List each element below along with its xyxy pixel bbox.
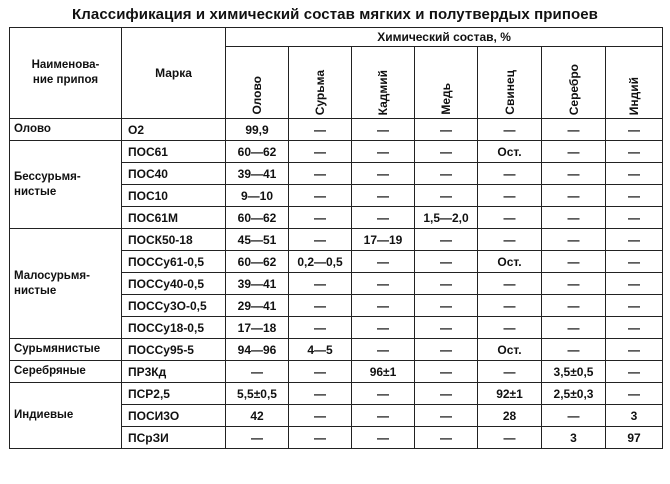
value-cell: — [606,163,663,185]
value-cell: — [415,119,478,141]
value-cell: — [542,163,606,185]
header-element [352,47,415,119]
mark-cell: ПОССу3О-0,5 [122,295,226,317]
group-name-cell: Серебряные [10,361,122,383]
header-element-label: Серебро [566,63,581,115]
value-cell: 39—41 [226,273,289,295]
header-element-label: Сурьма [313,69,327,115]
table-row [10,119,663,141]
value-cell: — [289,207,352,229]
header-element [289,47,352,119]
value-cell: — [606,141,663,163]
value-cell: — [289,185,352,207]
value-cell: 28 [478,405,542,427]
value-cell: — [415,405,478,427]
value-cell: — [542,207,606,229]
mark-cell: ПОССу18-0,5 [122,317,226,339]
header-element [606,47,663,119]
value-cell: 99,9 [226,119,289,141]
header-name [10,28,122,119]
group-name-cell: Бессурьмя- нистые [10,141,122,229]
value-cell: 3 [606,405,663,427]
value-cell: — [352,273,415,295]
value-cell: — [352,141,415,163]
value-cell: 2,5±0,3 [542,383,606,405]
value-cell: — [352,207,415,229]
value-cell: — [415,339,478,361]
value-cell: — [478,361,542,383]
value-cell: — [542,273,606,295]
value-cell: 9—10 [226,185,289,207]
value-cell: — [542,229,606,251]
header-element-label: Свинец [502,70,517,115]
value-cell: — [606,119,663,141]
value-cell: 97 [606,427,663,449]
mark-cell: ПОС10 [122,185,226,207]
header-element [226,47,289,119]
table-row [10,229,663,251]
mark-cell: ПР3Кд [122,361,226,383]
value-cell: 94—96 [226,339,289,361]
value-cell: — [542,317,606,339]
value-cell: Ост. [478,141,542,163]
value-cell: 60—62 [226,251,289,273]
table-row [10,361,663,383]
page-title: Классификация и химический состав мягких и полутвердых припоев [72,6,598,23]
value-cell: — [352,119,415,141]
value-cell: 3 [542,427,606,449]
value-cell: — [289,229,352,251]
value-cell: — [478,273,542,295]
value-cell: — [289,295,352,317]
value-cell: — [606,317,663,339]
value-cell: — [352,251,415,273]
header-name-label: Наименова- ние припоя [31,59,100,86]
value-cell: 3,5±0,5 [542,361,606,383]
value-cell: — [352,339,415,361]
mark-cell: ПОС61 [122,141,226,163]
value-cell: 92±1 [478,383,542,405]
value-cell: — [289,383,352,405]
value-cell: — [542,141,606,163]
value-cell: — [289,317,352,339]
mark-cell: ПСрЗИ [122,427,226,449]
mark-cell: О2 [122,119,226,141]
value-cell: — [415,185,478,207]
header-mark: Марка [122,28,226,119]
value-cell: — [606,295,663,317]
value-cell: — [478,207,542,229]
header-element [478,47,542,119]
value-cell: — [478,163,542,185]
value-cell: — [478,229,542,251]
mark-cell: ПОССу95-5 [122,339,226,361]
header-composition: Химический состав, % [226,28,663,47]
value-cell: — [415,317,478,339]
value-cell: 45—51 [226,229,289,251]
value-cell: — [289,361,352,383]
value-cell: — [542,339,606,361]
value-cell: — [352,427,415,449]
mark-cell: ПОС40 [122,163,226,185]
header-element-label: Индий [627,76,642,115]
value-cell: — [226,361,289,383]
value-cell: — [542,251,606,273]
value-cell: 17—19 [352,229,415,251]
value-cell: — [289,273,352,295]
header-element [415,47,478,119]
value-cell: 5,5±0,5 [226,383,289,405]
value-cell: — [352,383,415,405]
value-cell: — [415,295,478,317]
value-cell: — [352,185,415,207]
value-cell: — [606,361,663,383]
header-element-label: Медь [439,83,453,115]
mark-cell: ПОСИ3О [122,405,226,427]
value-cell: — [606,185,663,207]
value-cell: 42 [226,405,289,427]
value-cell: — [415,273,478,295]
value-cell: — [606,273,663,295]
value-cell: — [478,295,542,317]
mark-cell: ПОССу61-0,5 [122,251,226,273]
value-cell: — [542,295,606,317]
value-cell: — [415,251,478,273]
value-cell: Ост. [478,339,542,361]
value-cell: — [478,427,542,449]
value-cell: — [415,141,478,163]
solder-composition-table [9,27,663,449]
value-cell: 1,5—2,0 [415,207,478,229]
value-cell: — [352,295,415,317]
value-cell: — [478,119,542,141]
header-element-label: Олово [250,76,264,115]
value-cell: — [289,119,352,141]
value-cell: — [289,427,352,449]
value-cell: — [542,185,606,207]
value-cell: — [606,339,663,361]
value-cell: — [606,251,663,273]
value-cell: — [352,405,415,427]
mark-cell: ПОСК50-18 [122,229,226,251]
group-name-cell: Малосурьмя- нистые [10,229,122,339]
value-cell: Ост. [478,251,542,273]
value-cell: — [478,317,542,339]
value-cell: 29—41 [226,295,289,317]
value-cell: — [606,229,663,251]
table-row [10,141,663,163]
value-cell: — [289,141,352,163]
value-cell: 4—5 [289,339,352,361]
header-element-label: Кадмий [376,69,390,115]
table-body [10,119,663,449]
value-cell: — [606,383,663,405]
value-cell: — [226,427,289,449]
table-header [10,28,663,119]
value-cell: 60—62 [226,207,289,229]
group-name-cell: Сурьмянистые [10,339,122,361]
table-row [10,383,663,405]
group-name-cell: Индиевые [10,383,122,449]
value-cell: — [352,317,415,339]
mark-cell: ПСР2,5 [122,383,226,405]
value-cell: — [415,361,478,383]
table-row [10,339,663,361]
value-cell: — [352,163,415,185]
value-cell: — [289,405,352,427]
value-cell: — [478,185,542,207]
value-cell: 39—41 [226,163,289,185]
value-cell: 60—62 [226,141,289,163]
header-element [542,47,606,119]
value-cell: — [542,405,606,427]
group-name-cell: Олово [10,119,122,141]
value-cell: — [415,229,478,251]
value-cell: — [415,383,478,405]
value-cell: 17—18 [226,317,289,339]
value-cell: — [606,207,663,229]
value-cell: 0,2—0,5 [289,251,352,273]
value-cell: — [542,119,606,141]
mark-cell: ПОС61М [122,207,226,229]
value-cell: 96±1 [352,361,415,383]
value-cell: — [415,163,478,185]
value-cell: — [415,427,478,449]
value-cell: — [289,163,352,185]
mark-cell: ПОССу40-0,5 [122,273,226,295]
